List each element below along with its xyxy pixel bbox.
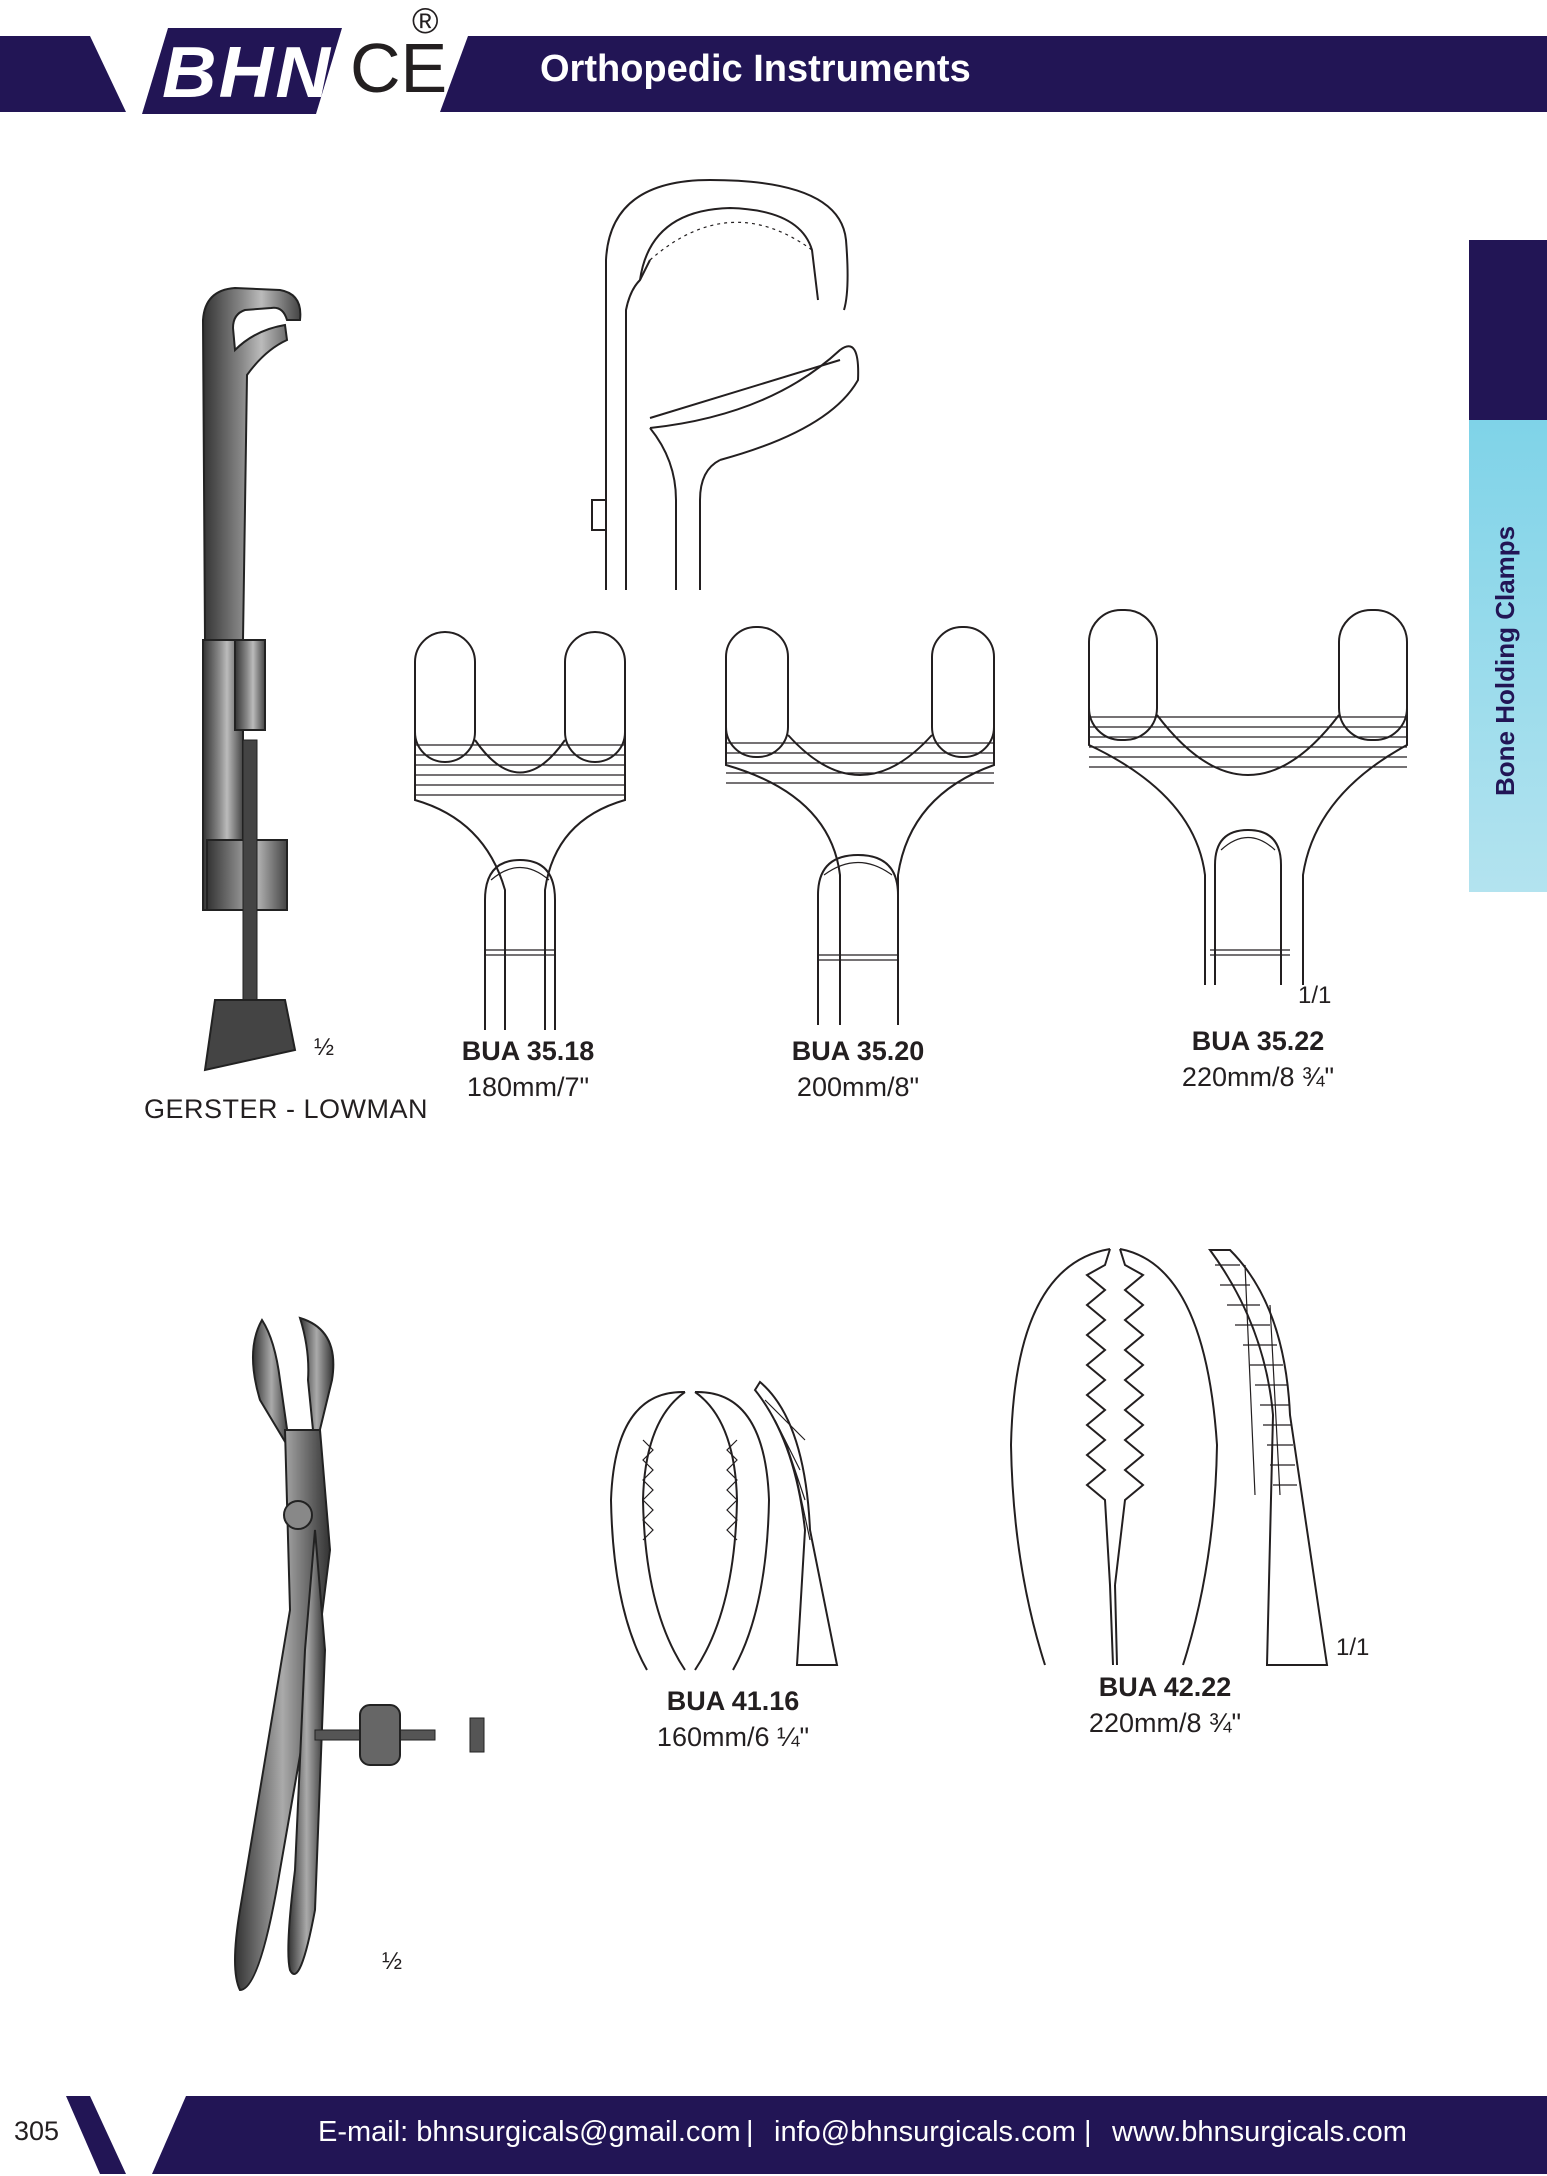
scale-label: ½ [382, 1948, 403, 1975]
reduction-clamp-image [220, 1310, 480, 1990]
scale-label: 1/1 [1336, 1634, 1370, 1661]
footer-separator: | [746, 2116, 754, 2148]
scale-label: 1/1 [1298, 982, 1332, 1009]
gerster-lowman-caption: GERSTER - LOWMAN [144, 1094, 429, 1124]
product-code: BUA 35.22 [1191, 1026, 1325, 1056]
product-size: 180mm/7" [466, 1072, 590, 1102]
gerster-lowman-clamp-image [175, 280, 355, 1160]
footer-website-link[interactable]: www.bhnsurgicals.com [1112, 2116, 1407, 2148]
registered-mark: ® [412, 0, 439, 41]
page-title: Orthopedic Instruments [540, 48, 971, 90]
product-code: BUA 42.22 [1098, 1672, 1232, 1702]
product-code: BUA 41.16 [666, 1686, 800, 1716]
bua-42-22-drawing [1005, 1245, 1365, 1665]
footer-separator: | [1084, 2116, 1092, 2148]
product-code: BUA 35.18 [461, 1036, 595, 1066]
bua-35-20-drawing [720, 625, 1000, 1025]
clamp-jaw-detail-drawing [590, 170, 910, 590]
footer-email-link[interactable]: E-mail: bhnsurgicals@gmail.com [318, 2116, 741, 2148]
scale-label: ½ [314, 1034, 335, 1061]
side-tab-label: Bone Holding Clamps [1490, 525, 1520, 796]
product-size: 160mm/6 ¼" [656, 1722, 810, 1752]
ce-mark: CE [350, 29, 448, 107]
bua-35-18-drawing [405, 630, 635, 1030]
product-size: 200mm/8" [796, 1072, 920, 1102]
logo-text: BHN [161, 33, 333, 113]
product-size: 220mm/8 ¾" [1088, 1708, 1242, 1738]
product-code: BUA 35.20 [791, 1036, 925, 1066]
page-number: 305 [14, 2116, 60, 2146]
side-tab-dark [1469, 240, 1547, 420]
bua-41-16-drawing [605, 1380, 845, 1670]
brand-logo [142, 28, 342, 114]
product-size: 220mm/8 ¾" [1181, 1062, 1335, 1092]
bua-35-22-drawing [1085, 605, 1415, 985]
footer-email2-link[interactable]: info@bhnsurgicals.com [774, 2116, 1076, 2148]
